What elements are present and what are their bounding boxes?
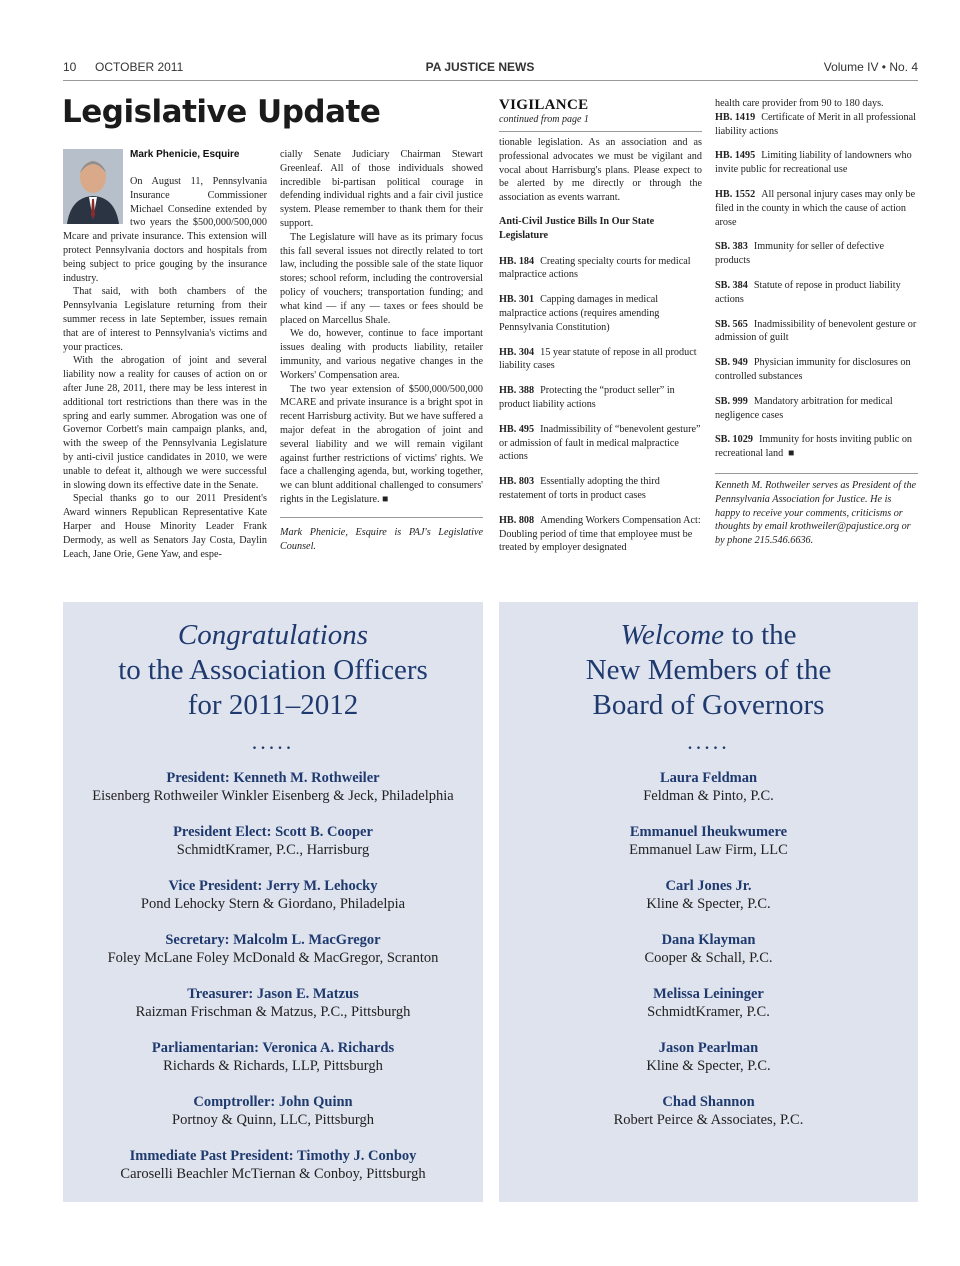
- member-firm: Raizman Frischman & Matzus, P.C., Pittsburgh: [135, 1004, 411, 1020]
- bill-id: HB. 304: [499, 346, 535, 358]
- member-name: Treasurer: Jason E. Matzus: [187, 986, 359, 1002]
- vigilance-intro: tionable legislation. As an association and as professional advocates we must be vigilant and vocal about Harrisburg's plans. Please expect to be alerted by me directly or through the association as events warrant.: [499, 137, 702, 204]
- bill-list: [499, 255, 702, 556]
- article-paragraph: The Legislature will have as its primary focus this fall several issues not directly related to tort law, including the possible sale of the state liquor stores; school reform, including the controversial policy of vouchers; transportation funding; and what kind — if any — taxes or fees should be placed on Marcellus Shale.: [280, 231, 483, 326]
- credit-rule: [715, 473, 918, 474]
- member-firm: Caroselli Beachler McTiernan & Conboy, Pittsburgh: [120, 1166, 426, 1182]
- member-name: Secretary: Malcolm L. MacGregor: [165, 932, 381, 948]
- bill-text: Protecting the “product seller” in product liability actions: [499, 385, 675, 410]
- credit-rule: [280, 517, 483, 518]
- bill-id: SB. 565: [715, 318, 748, 330]
- member-name: President Elect: Scott B. Cooper: [173, 824, 373, 840]
- bill-text: Immunity for hosts inviting public on recreational land: [715, 434, 913, 460]
- bill-item: [715, 318, 918, 346]
- roster-entry: [499, 1093, 918, 1129]
- article-paragraph: With the abrogation of joint and several liability now a reality for causes of action on or after June 28, 2011, there may be less interest in additional tort restrictions than there was in the spring and early summer. Abrogation was one of Governor Corbett's main campaign planks, and, with the sweep of the Pennsylvania Legislature by anti-civil justice candidates in 2010, we were unable to defeat it, although we were successful in slowing down its effective date in the Senate.: [63, 355, 267, 491]
- article-paragraph: That said, with both chambers of the Pennsylvania Legislature returning from their summer recess in late September, issues remain that are of interest to Pennsylvania's victims and your practices.: [63, 286, 267, 353]
- continued-note: continued from page 1: [499, 114, 589, 125]
- roster-entry: [63, 823, 483, 859]
- member-firm: Kline & Specter, P.C.: [646, 1058, 771, 1074]
- bill-item: [499, 423, 702, 464]
- issue-date: OCTOBER 2011: [95, 60, 184, 74]
- member-firm: Cooper & Schall, P.C.: [644, 950, 773, 966]
- divider-dots: .....: [251, 729, 295, 754]
- member-firm: Emmanuel Law Firm, LLC: [629, 842, 788, 858]
- member-firm: Richards & Richards, LLP, Pittsburgh: [163, 1058, 383, 1074]
- bill-item: [499, 255, 702, 283]
- article-paragraph: [280, 383, 483, 507]
- officers-heading-line1: Congratulations: [177, 619, 369, 651]
- president-credit: Kenneth M. Rothweiler serves as President of the Pennsylvania Association for Justice. He is happy to receive your comments, criticisms or thoughts by email krothweiler@pajustice.org or by phone 215.546.6636.: [715, 479, 917, 547]
- photo-spacer: [63, 175, 130, 229]
- member-firm: Robert Peirce & Associates, P.C.: [613, 1112, 804, 1128]
- bill-item: [715, 356, 918, 384]
- bill-item: [499, 293, 702, 334]
- bill-item: [715, 433, 918, 461]
- member-firm: SchmidtKramer, P.C., Harrisburg: [176, 842, 370, 858]
- publication-name: PA JUSTICE NEWS: [425, 60, 535, 74]
- roster-entry: [499, 769, 918, 805]
- bill-continuation: health care provider from 90 to 180 days.: [715, 98, 884, 109]
- article-intro-text: On August 11, Pennsylvania Insurance Commissioner Michael Consedine extended by two years the $500,000/500,000 Mcare and private insurance. This extension will protect Pennsylvania doctors and hospitals from being subject to price gouging by the insurance industry.: [63, 176, 267, 284]
- article-paragraph: cially Senate Judiciary Chairman Stewart Greenleaf. All of those individuals showed incredible bi-partisan political courage in defending individual rights and a fair civil justice system. Please remember to thank them for their support.: [280, 149, 483, 229]
- roster-entry: [499, 985, 918, 1021]
- member-name: Emmanuel Iheukwumere: [629, 824, 788, 840]
- welcome-word: Welcome: [620, 619, 725, 651]
- vigilance-title: VIGILANCE: [499, 97, 589, 113]
- roster-entry: [499, 877, 918, 913]
- member-name: Jason Pearlman: [658, 1040, 759, 1056]
- bill-item: [499, 384, 702, 412]
- welcome-rest: to the: [724, 619, 797, 651]
- page-title: Legislative Update: [62, 94, 381, 130]
- roster-entry: [63, 1147, 483, 1183]
- bill-item: [499, 514, 702, 555]
- bill-text: Inadmissibility of “benevolent gesture” or admission of fault in medical malpractice actions: [499, 423, 701, 463]
- bill-text: Limiting liability of landowners who invite public for recreational use: [715, 150, 912, 176]
- bill-text: Statute of repose in product liability actions: [715, 279, 901, 305]
- bill-text: Mandatory arbitration for medical negligence cases: [715, 395, 893, 421]
- bill-id: HB. 803: [499, 476, 535, 488]
- governors-heading-line3: Board of Governors: [592, 689, 825, 721]
- bill-id: SB. 384: [715, 279, 748, 291]
- bill-id: HB. 301: [499, 294, 535, 306]
- bill-item: [715, 111, 918, 139]
- header-rule: [63, 80, 918, 81]
- bill-text: Creating specialty courts for medical malpractice actions: [499, 255, 691, 281]
- governors-list: [499, 769, 918, 1129]
- governors-heading-line2: New Members of the: [585, 654, 832, 686]
- officers-list: [63, 769, 483, 1183]
- article-closing-text: The two year extension of $500,000/500,000 MCARE and private insurance is a bright spot in recent Harrisburg activity. But we have suffered a major defeat in the abrogation of joint and several liability and we will remain vigilant against further restrictions of victims' rights. We face a challenging agenda, but, working together, we can blunt additional challenged to consumers' rights in the Legislature.: [280, 383, 483, 505]
- officers-heading-line3: for 2011–2012: [187, 689, 359, 721]
- officers-heading-line2: to the Association Officers: [118, 654, 428, 686]
- roster-entry: [499, 931, 918, 967]
- vigilance-rule: [499, 131, 702, 132]
- bill-text: All personal injury cases may only be filed in the county in which the cause of action arose: [715, 188, 916, 228]
- divider-dots: .....: [687, 729, 730, 754]
- roster-entry: [63, 1039, 483, 1075]
- page-number: 10: [63, 60, 77, 74]
- bill-id: HB. 808: [499, 514, 535, 526]
- member-name: Chad Shannon: [662, 1094, 755, 1110]
- column-2: [280, 148, 483, 553]
- bill-text: Essentially adopting the third restatement of torts in product cases: [499, 476, 660, 501]
- bill-id: HB. 1552: [715, 188, 756, 200]
- bill-item: [499, 475, 702, 503]
- bill-id: HB. 1495: [715, 150, 756, 162]
- bill-id: HB. 1419: [715, 111, 756, 123]
- roster-entry: [63, 1093, 483, 1129]
- column-3: [499, 97, 702, 566]
- bill-item: [715, 149, 918, 177]
- roster-entry: [63, 985, 483, 1021]
- bill-text: Capping damages in medical malpractice actions (requires amending Pennsylvania Constitution): [499, 294, 660, 333]
- governors-box: [499, 602, 918, 1202]
- column-4: [715, 97, 918, 548]
- bill-item: [499, 346, 702, 374]
- member-name: Vice President: Jerry M. Lehocky: [168, 878, 378, 894]
- bill-id: SB. 383: [715, 241, 748, 253]
- governors-heading-line1: [499, 618, 918, 653]
- member-name: Immediate Past President: Timothy J. Conboy: [129, 1148, 417, 1164]
- roster-entry: [63, 931, 483, 967]
- volume-number: Volume IV • No. 4: [823, 60, 918, 74]
- member-firm: Kline & Specter, P.C.: [646, 896, 771, 912]
- bill-id: SB. 999: [715, 395, 748, 407]
- member-firm: Eisenberg Rothweiler Winkler Eisenberg & Jeck, Philadelphia: [92, 788, 454, 804]
- member-firm: Foley McLane Foley McDonald & MacGregor, Scranton: [107, 950, 439, 966]
- member-name: Laura Feldman: [659, 770, 758, 786]
- bill-item: [715, 188, 918, 229]
- roster-entry: [499, 1039, 918, 1075]
- bill-item: [715, 395, 918, 423]
- column-1: [63, 175, 267, 561]
- end-mark-icon: ■: [788, 448, 795, 460]
- bill-id: HB. 184: [499, 255, 535, 267]
- author-credit: Mark Phenicie, Esquire is PAJ's Legislative Counsel.: [280, 526, 483, 552]
- article-paragraph: [63, 175, 267, 285]
- author-byline: Mark Phenicie, Esquire: [130, 149, 240, 160]
- bill-id: HB. 495: [499, 423, 535, 435]
- bill-text: Physician immunity for disclosures on controlled substances: [715, 357, 911, 382]
- member-firm: Feldman & Pinto, P.C.: [643, 788, 774, 804]
- bill-text: Amending Workers Compensation Act: Doubling period of time that employee must be treated by employer designated: [499, 514, 701, 554]
- roster-entry: [63, 877, 483, 913]
- bill-text: Immunity for seller of defective products: [715, 241, 884, 267]
- article-paragraph: Special thanks go to our 2011 President's Award winners Republican Representative Kate Harper and House Minority Leader Frank Dermody, as well as Senators Jay Costa, Daylin Leach, Jane Orie, Gene Yaw, and espe-: [63, 493, 267, 560]
- bill-id: SB. 949: [715, 357, 748, 369]
- end-mark-icon: ■: [382, 493, 389, 505]
- member-name: Comptroller: John Quinn: [193, 1094, 353, 1110]
- member-firm: Pond Lehocky Stern & Giordano, Philadelpia: [140, 896, 406, 912]
- roster-entry: [63, 769, 483, 805]
- member-firm: SchmidtKramer, P.C.: [647, 1004, 770, 1020]
- member-name: Parliamentarian: Veronica A. Richards: [151, 1040, 395, 1056]
- member-name: President: Kenneth M. Rothweiler: [166, 770, 380, 786]
- bill-list: [715, 111, 918, 461]
- article-paragraph: We do, however, continue to face important issues dealing with products liability, retailer immunity, and various negative changes in the Workers' Compensation area.: [280, 328, 483, 381]
- bill-text: Inadmissibility of benevolent gesture or admission of guilt: [715, 318, 917, 344]
- bill-id: SB. 1029: [715, 434, 753, 446]
- member-name: Carl Jones Jr.: [665, 878, 752, 894]
- bill-item: [715, 279, 918, 307]
- bill-text: 15 year statute of repose in all product liability cases: [499, 346, 697, 372]
- officers-box: [63, 602, 483, 1202]
- bill-item: [715, 240, 918, 268]
- roster-entry: [499, 823, 918, 859]
- member-name: Melissa Leininger: [653, 986, 764, 1002]
- member-firm: Portnoy & Quinn, LLC, Pittsburgh: [172, 1112, 374, 1128]
- bill-id: HB. 388: [499, 385, 535, 397]
- bill-text: Certificate of Merit in all professional liability actions: [715, 111, 916, 137]
- member-name: Dana Klayman: [661, 932, 756, 948]
- bills-heading: Anti-Civil Justice Bills In Our State Legislature: [499, 215, 655, 241]
